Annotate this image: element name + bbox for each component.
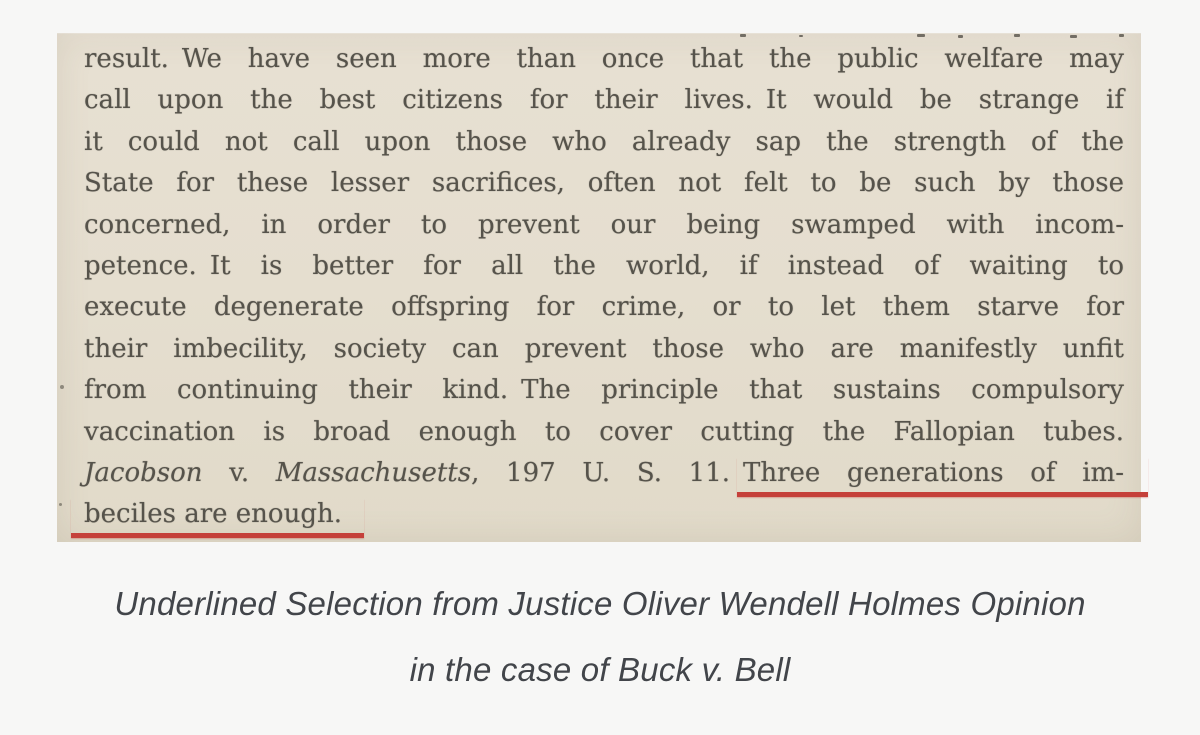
opinion-text-line-7: execute degenerate offspring for crime, or to let them starve for [84, 292, 1124, 323]
case-name-jacobson: Jacobson [84, 457, 203, 488]
scanned-court-opinion-image [57, 33, 1141, 542]
opinion-text-line-10: vaccination is broad enough to cover cutting the Fallopian tubes. [84, 416, 1124, 447]
opinion-citation-line [84, 453, 1124, 494]
opinion-text-line-2: call upon the best citizens for their lives. It would be strange if [84, 85, 1124, 116]
opinion-text-line-8: their imbecility, society can prevent those who are manifestly unfit [84, 333, 1124, 364]
opinion-text-line-9: from continuing their kind. The principle that sustains compulsory [84, 375, 1124, 406]
versus-abbreviation: v. [202, 457, 276, 488]
red-underlined-phrase-part-2: beciles are enough. [71, 499, 364, 538]
opinion-text-line-5: concerned, in order to prevent our being swamped with incom- [84, 209, 1124, 240]
case-reporter-citation: , 197 U. S. 11. [471, 457, 744, 488]
image-caption [0, 584, 1200, 690]
caption-line-2: in the case of Buck v. Bell [409, 651, 791, 688]
caption-line-1: Underlined Selection from Justice Oliver Wendell Holmes Opinion [114, 585, 1086, 622]
opinion-final-line [84, 494, 1124, 535]
red-underlined-phrase-part-1: Three generations of im- [737, 458, 1148, 497]
paper-speck [59, 503, 62, 506]
opinion-text-line-6: petence. It is better for all the world, if instead of waiting to [84, 250, 1124, 281]
opinion-text-line-4: State for these lesser sacrifices, often not felt to be such by those [84, 168, 1124, 199]
opinion-body-text [84, 39, 1124, 536]
paper-speck [60, 385, 64, 389]
opinion-text-line-1: result. We have seen more than once that the public welfare may [84, 44, 1124, 74]
case-name-massachusetts: Massachusetts [275, 457, 472, 488]
opinion-text-line-3: it could not call upon those who already sap the strength of the [84, 126, 1124, 157]
